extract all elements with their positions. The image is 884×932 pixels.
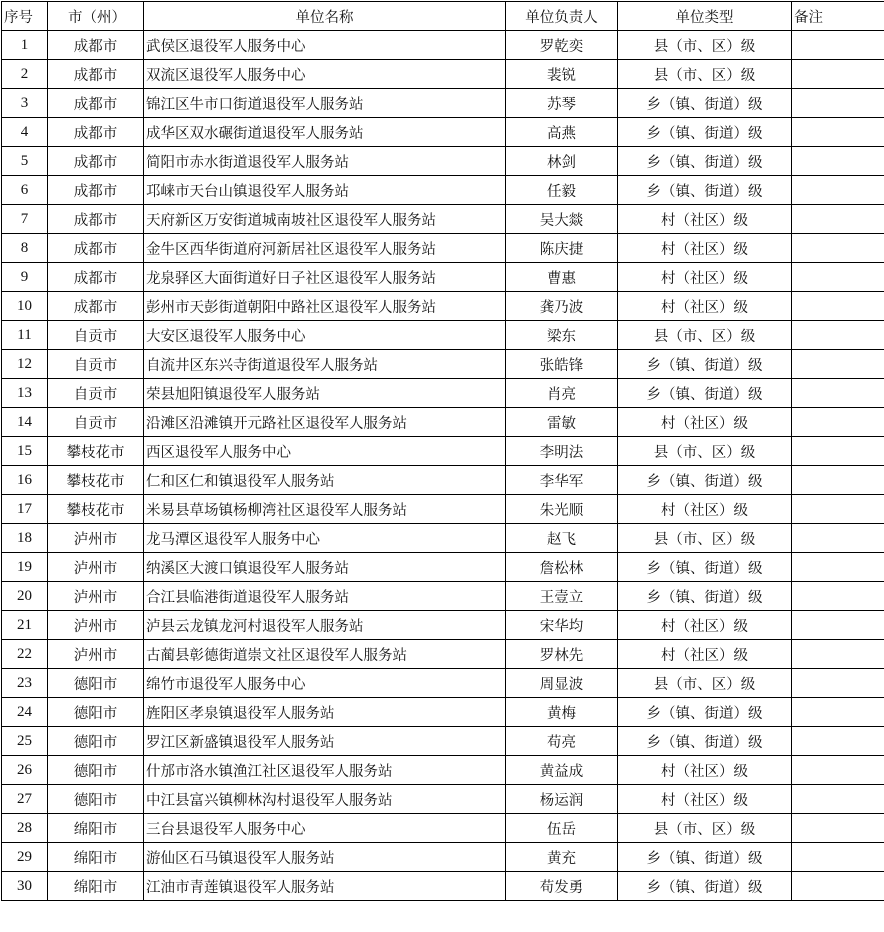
cell-city: 成都市 xyxy=(48,118,144,147)
header-city: 市（州） xyxy=(48,2,144,31)
cell-leader: 周显波 xyxy=(506,669,618,698)
cell-city: 成都市 xyxy=(48,234,144,263)
cell-note xyxy=(792,147,884,176)
cell-no: 26 xyxy=(2,756,48,785)
cell-leader: 苟发勇 xyxy=(506,872,618,901)
cell-unit-name: 锦江区牛市口街道退役军人服务站 xyxy=(144,89,506,118)
cell-unit-type: 村（社区）级 xyxy=(618,640,792,669)
cell-city: 自贡市 xyxy=(48,321,144,350)
cell-no: 3 xyxy=(2,89,48,118)
cell-note xyxy=(792,89,884,118)
cell-no: 30 xyxy=(2,872,48,901)
table-row xyxy=(2,408,884,437)
cell-note xyxy=(792,292,884,321)
cell-unit-name: 绵竹市退役军人服务中心 xyxy=(144,669,506,698)
cell-note xyxy=(792,176,884,205)
cell-unit-type: 县（市、区）级 xyxy=(618,669,792,698)
table-row xyxy=(2,379,884,408)
cell-no: 5 xyxy=(2,147,48,176)
cell-no: 22 xyxy=(2,640,48,669)
cell-unit-type: 村（社区）级 xyxy=(618,611,792,640)
cell-city: 攀枝花市 xyxy=(48,495,144,524)
cell-city: 成都市 xyxy=(48,147,144,176)
table-row xyxy=(2,698,884,727)
cell-note xyxy=(792,582,884,611)
cell-city: 自贡市 xyxy=(48,408,144,437)
cell-no: 14 xyxy=(2,408,48,437)
cell-city: 成都市 xyxy=(48,263,144,292)
cell-unit-name: 合江县临港街道退役军人服务站 xyxy=(144,582,506,611)
cell-city: 泸州市 xyxy=(48,611,144,640)
cell-city: 自贡市 xyxy=(48,379,144,408)
cell-city: 成都市 xyxy=(48,176,144,205)
cell-unit-type: 乡（镇、街道）级 xyxy=(618,872,792,901)
cell-no: 8 xyxy=(2,234,48,263)
cell-city: 成都市 xyxy=(48,89,144,118)
cell-city: 德阳市 xyxy=(48,785,144,814)
cell-unit-type: 乡（镇、街道）级 xyxy=(618,379,792,408)
cell-unit-type: 县（市、区）级 xyxy=(618,31,792,60)
table-row xyxy=(2,60,884,89)
cell-note xyxy=(792,611,884,640)
cell-no: 28 xyxy=(2,814,48,843)
header-note: 备注 xyxy=(792,2,884,31)
cell-no: 21 xyxy=(2,611,48,640)
cell-note xyxy=(792,350,884,379)
cell-no: 11 xyxy=(2,321,48,350)
cell-unit-name: 西区退役军人服务中心 xyxy=(144,437,506,466)
cell-unit-name: 仁和区仁和镇退役军人服务站 xyxy=(144,466,506,495)
cell-city: 攀枝花市 xyxy=(48,437,144,466)
cell-note xyxy=(792,263,884,292)
cell-unit-name: 中江县富兴镇柳林沟村退役军人服务站 xyxy=(144,785,506,814)
cell-unit-name: 沿滩区沿滩镇开元路社区退役军人服务站 xyxy=(144,408,506,437)
cell-note xyxy=(792,872,884,901)
cell-leader: 苏琴 xyxy=(506,89,618,118)
cell-city: 成都市 xyxy=(48,31,144,60)
cell-leader: 陈庆捷 xyxy=(506,234,618,263)
cell-leader: 罗林先 xyxy=(506,640,618,669)
cell-note xyxy=(792,495,884,524)
cell-no: 19 xyxy=(2,553,48,582)
table-row xyxy=(2,640,884,669)
cell-note xyxy=(792,640,884,669)
cell-unit-type: 县（市、区）级 xyxy=(618,60,792,89)
cell-unit-type: 乡（镇、街道）级 xyxy=(618,727,792,756)
cell-leader: 罗乾奕 xyxy=(506,31,618,60)
cell-leader: 雷敏 xyxy=(506,408,618,437)
cell-unit-name: 游仙区石马镇退役军人服务站 xyxy=(144,843,506,872)
cell-no: 10 xyxy=(2,292,48,321)
cell-unit-name: 罗江区新盛镇退役军人服务站 xyxy=(144,727,506,756)
cell-unit-type: 县（市、区）级 xyxy=(618,814,792,843)
cell-leader: 黄梅 xyxy=(506,698,618,727)
cell-leader: 吴大燚 xyxy=(506,205,618,234)
table-row xyxy=(2,437,884,466)
cell-city: 攀枝花市 xyxy=(48,466,144,495)
cell-unit-type: 乡（镇、街道）级 xyxy=(618,147,792,176)
cell-unit-name: 自流井区东兴寺街道退役军人服务站 xyxy=(144,350,506,379)
cell-no: 15 xyxy=(2,437,48,466)
cell-no: 25 xyxy=(2,727,48,756)
cell-unit-type: 乡（镇、街道）级 xyxy=(618,89,792,118)
table-row xyxy=(2,466,884,495)
cell-no: 13 xyxy=(2,379,48,408)
cell-no: 7 xyxy=(2,205,48,234)
cell-unit-type: 乡（镇、街道）级 xyxy=(618,582,792,611)
cell-note xyxy=(792,379,884,408)
cell-unit-name: 金牛区西华街道府河新居社区退役军人服务站 xyxy=(144,234,506,263)
cell-unit-type: 县（市、区）级 xyxy=(618,321,792,350)
cell-no: 17 xyxy=(2,495,48,524)
cell-no: 27 xyxy=(2,785,48,814)
cell-leader: 赵飞 xyxy=(506,524,618,553)
header-unit-name: 单位名称 xyxy=(144,2,506,31)
cell-note xyxy=(792,321,884,350)
cell-unit-name: 泸县云龙镇龙河村退役军人服务站 xyxy=(144,611,506,640)
cell-unit-name: 龙泉驿区大面街道好日子社区退役军人服务站 xyxy=(144,263,506,292)
cell-city: 德阳市 xyxy=(48,698,144,727)
table-row xyxy=(2,495,884,524)
cell-unit-type: 村（社区）级 xyxy=(618,495,792,524)
cell-unit-type: 村（社区）级 xyxy=(618,785,792,814)
cell-note xyxy=(792,60,884,89)
header-unit-type: 单位类型 xyxy=(618,2,792,31)
header-no: 序号 xyxy=(2,2,48,31)
table-row xyxy=(2,350,884,379)
cell-city: 成都市 xyxy=(48,292,144,321)
table-row xyxy=(2,582,884,611)
cell-unit-name: 龙马潭区退役军人服务中心 xyxy=(144,524,506,553)
cell-note xyxy=(792,553,884,582)
cell-leader: 宋华均 xyxy=(506,611,618,640)
cell-unit-name: 大安区退役军人服务中心 xyxy=(144,321,506,350)
cell-unit-type: 乡（镇、街道）级 xyxy=(618,118,792,147)
table-row xyxy=(2,553,884,582)
cell-leader: 任毅 xyxy=(506,176,618,205)
cell-leader: 李华军 xyxy=(506,466,618,495)
cell-leader: 肖亮 xyxy=(506,379,618,408)
table-row xyxy=(2,263,884,292)
cell-city: 绵阳市 xyxy=(48,872,144,901)
cell-city: 德阳市 xyxy=(48,727,144,756)
cell-unit-name: 双流区退役军人服务中心 xyxy=(144,60,506,89)
cell-unit-type: 村（社区）级 xyxy=(618,234,792,263)
table-row xyxy=(2,872,884,901)
cell-leader: 苟亮 xyxy=(506,727,618,756)
cell-note xyxy=(792,31,884,60)
cell-unit-name: 纳溪区大渡口镇退役军人服务站 xyxy=(144,553,506,582)
service-station-table xyxy=(1,1,884,901)
cell-leader: 李明法 xyxy=(506,437,618,466)
table-row xyxy=(2,292,884,321)
cell-unit-name: 旌阳区孝泉镇退役军人服务站 xyxy=(144,698,506,727)
cell-note xyxy=(792,669,884,698)
cell-leader: 林剑 xyxy=(506,147,618,176)
cell-note xyxy=(792,843,884,872)
cell-city: 泸州市 xyxy=(48,640,144,669)
cell-unit-name: 荣县旭阳镇退役军人服务站 xyxy=(144,379,506,408)
table-row xyxy=(2,321,884,350)
cell-note xyxy=(792,234,884,263)
cell-no: 1 xyxy=(2,31,48,60)
cell-no: 6 xyxy=(2,176,48,205)
cell-leader: 龚乃波 xyxy=(506,292,618,321)
cell-note xyxy=(792,408,884,437)
cell-no: 16 xyxy=(2,466,48,495)
cell-no: 4 xyxy=(2,118,48,147)
table-row xyxy=(2,756,884,785)
table-row xyxy=(2,611,884,640)
cell-city: 自贡市 xyxy=(48,350,144,379)
cell-leader: 伍岳 xyxy=(506,814,618,843)
cell-note xyxy=(792,466,884,495)
cell-unit-name: 古蔺县彰德街道崇文社区退役军人服务站 xyxy=(144,640,506,669)
cell-unit-name: 米易县草场镇杨柳湾社区退役军人服务站 xyxy=(144,495,506,524)
cell-city: 成都市 xyxy=(48,205,144,234)
cell-note xyxy=(792,698,884,727)
cell-note xyxy=(792,785,884,814)
cell-note xyxy=(792,118,884,147)
table-row xyxy=(2,176,884,205)
table-row xyxy=(2,89,884,118)
table-row xyxy=(2,234,884,263)
table-row xyxy=(2,814,884,843)
table-header-row xyxy=(2,2,884,31)
cell-city: 泸州市 xyxy=(48,582,144,611)
cell-unit-name: 武侯区退役军人服务中心 xyxy=(144,31,506,60)
cell-unit-name: 江油市青莲镇退役军人服务站 xyxy=(144,872,506,901)
cell-unit-name: 三台县退役军人服务中心 xyxy=(144,814,506,843)
table-row xyxy=(2,147,884,176)
cell-no: 24 xyxy=(2,698,48,727)
cell-no: 29 xyxy=(2,843,48,872)
cell-unit-type: 乡（镇、街道）级 xyxy=(618,466,792,495)
cell-unit-type: 乡（镇、街道）级 xyxy=(618,350,792,379)
cell-unit-type: 村（社区）级 xyxy=(618,263,792,292)
cell-unit-type: 县（市、区）级 xyxy=(618,524,792,553)
cell-note xyxy=(792,437,884,466)
cell-city: 绵阳市 xyxy=(48,814,144,843)
cell-leader: 黄充 xyxy=(506,843,618,872)
table-row xyxy=(2,31,884,60)
table-row xyxy=(2,669,884,698)
cell-note xyxy=(792,756,884,785)
cell-note xyxy=(792,727,884,756)
cell-unit-type: 县（市、区）级 xyxy=(618,437,792,466)
cell-unit-type: 村（社区）级 xyxy=(618,292,792,321)
cell-unit-type: 乡（镇、街道）级 xyxy=(618,843,792,872)
cell-no: 20 xyxy=(2,582,48,611)
table-body xyxy=(2,31,884,901)
cell-no: 18 xyxy=(2,524,48,553)
cell-city: 德阳市 xyxy=(48,669,144,698)
cell-leader: 朱光顺 xyxy=(506,495,618,524)
cell-note xyxy=(792,814,884,843)
table-row xyxy=(2,843,884,872)
cell-unit-name: 简阳市赤水街道退役军人服务站 xyxy=(144,147,506,176)
cell-city: 泸州市 xyxy=(48,524,144,553)
cell-city: 成都市 xyxy=(48,60,144,89)
cell-unit-name: 什邡市洛水镇渔江社区退役军人服务站 xyxy=(144,756,506,785)
cell-leader: 詹松林 xyxy=(506,553,618,582)
cell-unit-type: 村（社区）级 xyxy=(618,756,792,785)
cell-no: 12 xyxy=(2,350,48,379)
cell-no: 2 xyxy=(2,60,48,89)
cell-note xyxy=(792,205,884,234)
cell-unit-type: 村（社区）级 xyxy=(618,408,792,437)
cell-leader: 裴锐 xyxy=(506,60,618,89)
cell-leader: 杨运润 xyxy=(506,785,618,814)
cell-leader: 王壹立 xyxy=(506,582,618,611)
table-row xyxy=(2,785,884,814)
cell-leader: 黄益成 xyxy=(506,756,618,785)
cell-unit-type: 村（社区）级 xyxy=(618,205,792,234)
cell-note xyxy=(792,524,884,553)
cell-unit-type: 乡（镇、街道）级 xyxy=(618,176,792,205)
cell-unit-name: 彭州市天彭街道朝阳中路社区退役军人服务站 xyxy=(144,292,506,321)
cell-city: 绵阳市 xyxy=(48,843,144,872)
header-leader: 单位负责人 xyxy=(506,2,618,31)
cell-leader: 高燕 xyxy=(506,118,618,147)
cell-unit-name: 天府新区万安街道城南坡社区退役军人服务站 xyxy=(144,205,506,234)
cell-city: 泸州市 xyxy=(48,553,144,582)
cell-no: 9 xyxy=(2,263,48,292)
cell-city: 德阳市 xyxy=(48,756,144,785)
table-row xyxy=(2,118,884,147)
cell-unit-type: 乡（镇、街道）级 xyxy=(618,698,792,727)
cell-leader: 梁东 xyxy=(506,321,618,350)
cell-unit-type: 乡（镇、街道）级 xyxy=(618,553,792,582)
table-row xyxy=(2,727,884,756)
cell-unit-name: 成华区双水碾街道退役军人服务站 xyxy=(144,118,506,147)
cell-no: 23 xyxy=(2,669,48,698)
cell-leader: 曹惠 xyxy=(506,263,618,292)
cell-leader: 张皓锋 xyxy=(506,350,618,379)
table-row xyxy=(2,524,884,553)
table-row xyxy=(2,205,884,234)
cell-unit-name: 邛崃市天台山镇退役军人服务站 xyxy=(144,176,506,205)
